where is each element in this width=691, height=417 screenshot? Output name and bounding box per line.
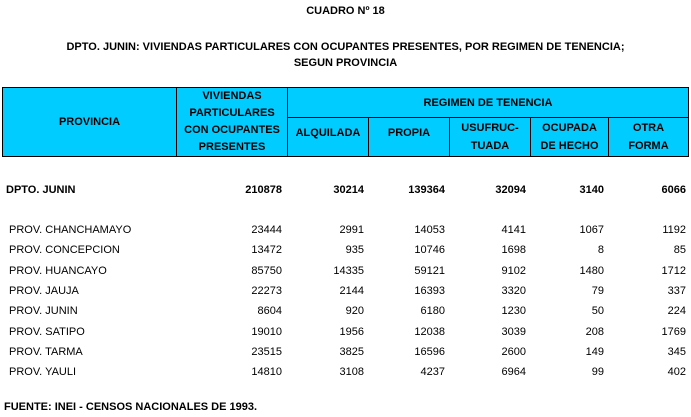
province-name: PROV. YAULI [9,366,77,379]
total-ocupada: 3140 [579,184,604,196]
header-otra-forma [608,117,689,157]
cell-otra-forma: 1769 [661,325,686,338]
header-otra-forma-line: FORMA [628,140,669,152]
total-row [0,180,691,200]
header-viviendas-line: VIVIENDAS [202,90,262,102]
cell-ocupada: 208 [585,325,604,338]
header-alquilada-label: ALQUILADA [295,127,361,139]
header-ocupada-de-hecho [530,117,609,157]
cell-propia: 6180 [420,305,445,318]
cell-viviendas: 13472 [251,244,282,257]
cell-propia: 16596 [414,345,445,358]
cell-propia: 14053 [414,224,445,236]
total-propia: 139364 [408,184,445,196]
table-row [0,301,691,321]
header-ocupada-line: OCUPADA [542,122,597,134]
cell-propia: 59121 [414,264,445,277]
cell-usufructuada: 3320 [501,284,526,297]
header-usufructuada [449,117,531,157]
cell-propia: 16393 [414,284,445,297]
cell-alquilada: 1956 [339,325,364,338]
header-alquilada [287,117,369,157]
total-usufructuada: 32094 [495,184,526,196]
cell-ocupada: 149 [585,345,604,358]
header-regimen [287,87,689,118]
header-viviendas-line: PARTICULARES [189,107,275,119]
header-regimen-label: REGIMEN DE TENENCIA [423,96,553,109]
province-name: PROV. SATIPO [9,325,85,338]
cell-ocupada: 1480 [579,264,604,277]
table-row [0,261,691,281]
cell-otra-forma: 345 [667,345,686,358]
cell-usufructuada: 2600 [501,345,526,358]
cell-viviendas: 8604 [257,305,282,318]
cell-ocupada: 1067 [579,224,604,236]
cell-alquilada: 3825 [339,345,364,358]
table-title-line2: SEGUN PROVINCIA [293,57,398,69]
cell-alquilada: 2144 [339,284,364,297]
header-otra-forma-line: OTRA [632,122,665,134]
cell-otra-forma: 1192 [662,224,686,236]
cell-alquilada: 920 [345,305,364,318]
cell-ocupada: 8 [597,244,604,257]
cell-ocupada: 79 [591,284,604,297]
cell-ocupada: 50 [591,305,604,318]
cell-otra-forma: 337 [667,284,686,297]
cell-propia: 10746 [414,244,445,257]
header-viviendas-line: PRESENTES [198,141,266,153]
header-ocupada-line: DE HECHO [540,140,599,152]
province-name: PROV. JUNIN [9,305,78,318]
cell-propia: 12038 [414,325,445,338]
total-row-name: DPTO. JUNIN [6,184,76,196]
province-name: PROV. CHANCHAMAYO [9,224,132,236]
province-name: PROV. HUANCAYO [9,264,107,277]
province-name: PROV. TARMA [9,345,83,358]
table-row [0,281,691,301]
cell-alquilada: 3108 [339,366,364,379]
cell-viviendas: 85750 [251,264,282,277]
table-row [0,342,691,362]
cell-propia: 4237 [420,366,445,379]
cell-usufructuada: 1698 [501,244,526,257]
cell-alquilada: 2991 [339,224,364,236]
total-viviendas: 210878 [245,184,282,196]
cell-usufructuada: 4141 [501,224,526,236]
header-provincia-label: PROVINCIA [58,116,121,128]
cell-usufructuada: 3039 [501,325,526,338]
source-note: FUENTE: INEI - CENSOS NACIONALES DE 1993. [4,401,258,413]
total-otra-forma: 6066 [661,184,686,196]
total-alquilada: 30214 [333,184,364,196]
cell-otra-forma: 85 [673,244,686,257]
cell-viviendas: 19010 [251,325,282,338]
cell-viviendas: 23515 [251,345,282,358]
province-name: PROV. JAUJA [9,284,79,297]
table-title-line1: DPTO. JUNIN: VIVIENDAS PARTICULARES CON OCUPANTES PRESENTES, POR REGIMEN DE TENENCIA; [66,41,625,53]
header-viviendas-line: CON OCUPANTES [184,124,280,136]
cell-viviendas: 14810 [251,366,282,379]
cell-viviendas: 23444 [251,224,282,236]
table-row [0,240,691,260]
header-provincia [2,87,177,157]
cell-otra-forma: 1712 [661,264,686,277]
header-propia-label: PROPIA [387,127,431,139]
cell-otra-forma: 224 [667,305,686,318]
cell-alquilada: 935 [345,244,364,257]
cell-usufructuada: 9102 [501,264,526,277]
header-usufructuada-line: TUADA [470,140,510,152]
header-usufructuada-line: USUFRUC- [461,122,519,134]
header-viviendas [176,87,288,157]
header-propia [368,117,450,157]
cell-usufructuada: 6964 [501,366,526,379]
table-row [0,220,691,240]
cell-usufructuada: 1230 [501,305,526,318]
table-number: CUADRO Nº 18 [306,5,385,17]
province-name: PROV. CONCEPCION [9,244,120,257]
table-row [0,362,691,382]
cell-viviendas: 22273 [251,284,282,297]
cell-ocupada: 99 [591,366,604,379]
cell-alquilada: 14335 [333,264,364,277]
table-row [0,322,691,342]
cell-otra-forma: 402 [667,366,686,379]
